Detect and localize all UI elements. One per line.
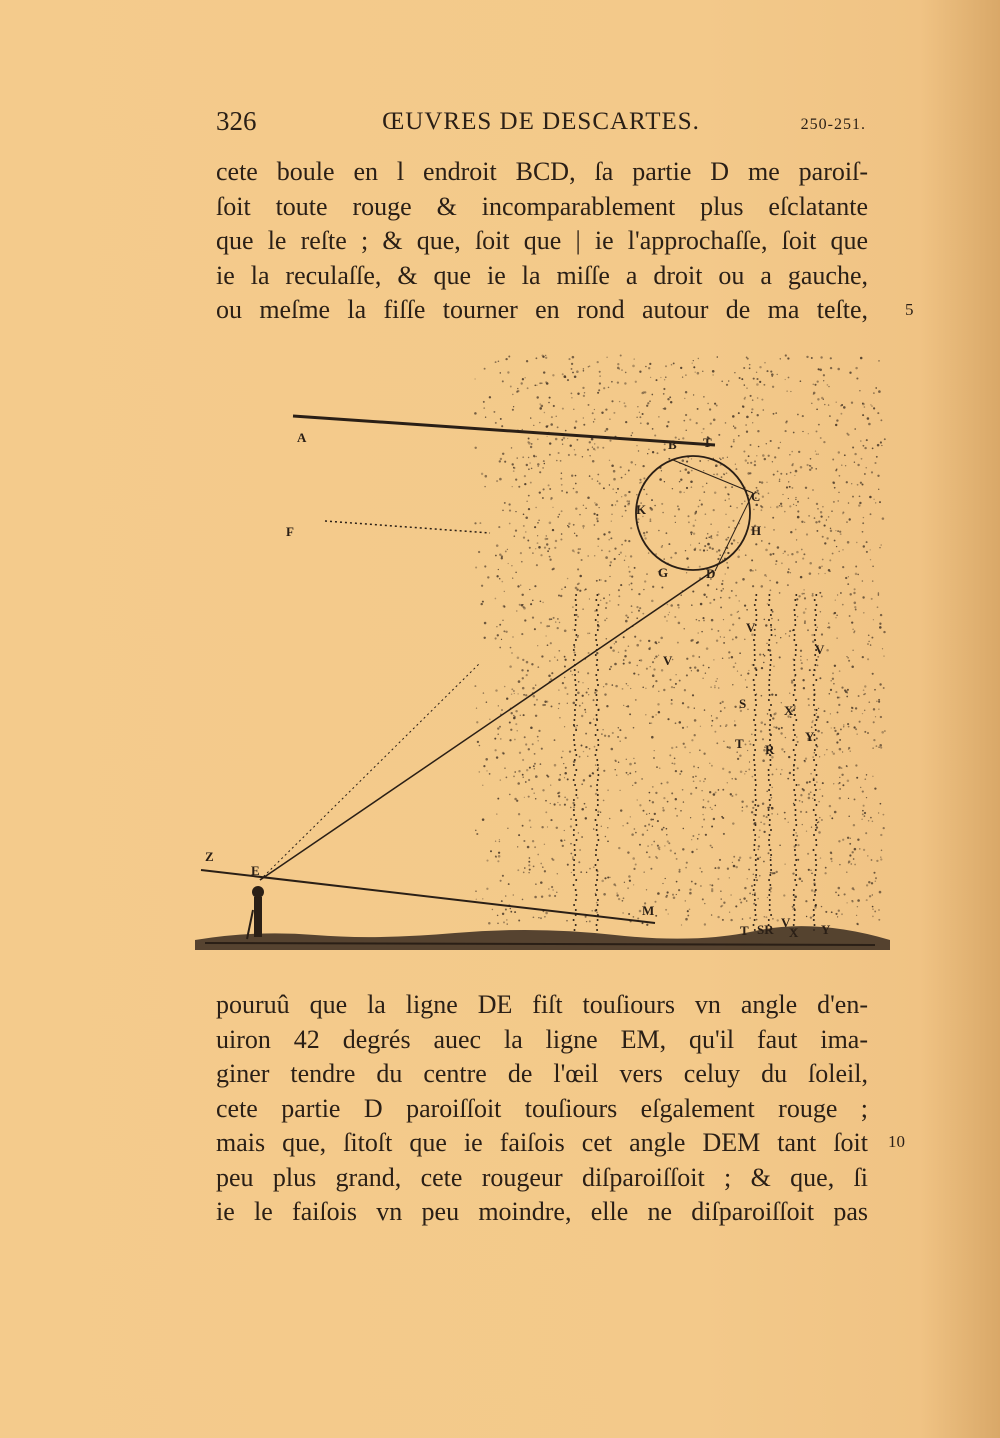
text-line: peu plus grand, cete rougeur diſparoiſſoit ; & que, ſi <box>216 1162 868 1192</box>
label-V1: V <box>746 620 756 635</box>
text-line: uiron 42 degrés auec la ligne EM, qu'il faut ima- <box>216 1024 868 1054</box>
label-ground-V: V <box>781 915 791 930</box>
line-number-marker: 5 <box>905 300 914 319</box>
label-S: S <box>739 696 747 711</box>
text-line: ou meſme la fiſſe tourner en rond autour de ma teſte, <box>216 295 868 324</box>
text-line: ie la reculaſſe, & que ie la miſſe a droit ou a gauche, <box>216 260 868 290</box>
rainbow-diagram <box>195 345 890 965</box>
line-number-marker: 10 <box>888 1132 905 1151</box>
label-X: X <box>784 703 794 718</box>
text-line: giner tendre du centre de l'œil vers celuy du ſoleil, <box>216 1059 868 1088</box>
text-line: cete boule en l endroit BCD, ſa partie D me paroiſ- <box>216 157 868 186</box>
label-Z: Z <box>205 849 214 864</box>
label-T-mid: T <box>735 736 744 751</box>
label-M: M <box>642 903 655 918</box>
text-line: mais que, ſitoſt que ie faiſois cet angle DEM tant ſoit <box>216 1128 868 1157</box>
label-H: H <box>751 523 762 538</box>
label-E: E <box>251 863 260 878</box>
label-R: R <box>765 742 775 757</box>
bottom-paragraph <box>216 988 868 1230</box>
label-ground-X: X <box>789 925 799 940</box>
label-F: F <box>286 524 294 539</box>
text-line: ie le faiſois vn peu moindre, elle ne diſparoiſſoit pas <box>216 1197 868 1226</box>
diagram-lines <box>201 416 753 923</box>
label-A: A <box>297 430 307 445</box>
label-D: D <box>706 566 716 581</box>
label-Y: Y <box>805 729 815 744</box>
text-line: ſoit toute rouge & incomparablement plus eſclatante <box>216 191 868 221</box>
label-V3: V <box>815 642 825 657</box>
page-number: 326 <box>216 106 257 136</box>
text-line: pouruû que la ligne DE fiſt touſiours vn angle d'en- <box>216 990 868 1019</box>
label-ground-SR: SR <box>757 922 774 937</box>
label-ground-Y: Y <box>821 922 831 937</box>
label-B: B <box>668 437 677 452</box>
running-title: ŒUVRES DE DESCARTES. <box>382 108 700 135</box>
label-K: K <box>636 502 647 517</box>
standing-figure <box>247 886 264 939</box>
label-T-top: T <box>703 435 712 450</box>
figure-labels <box>205 430 831 940</box>
top-paragraph <box>216 155 868 328</box>
label-V2: V <box>663 653 673 668</box>
page-header <box>216 104 866 144</box>
label-G: G <box>658 565 669 580</box>
text-line: que le reſte ; & que, ſoit que | ie l'approchaſſe, ſoit que <box>216 226 868 255</box>
page-reference: 250-251. <box>800 116 866 133</box>
label-ground-T: T <box>740 923 749 938</box>
text-line: cete partie D paroiſſoit touſiours eſgalement rouge ; <box>216 1093 868 1123</box>
label-C: C <box>751 489 761 504</box>
